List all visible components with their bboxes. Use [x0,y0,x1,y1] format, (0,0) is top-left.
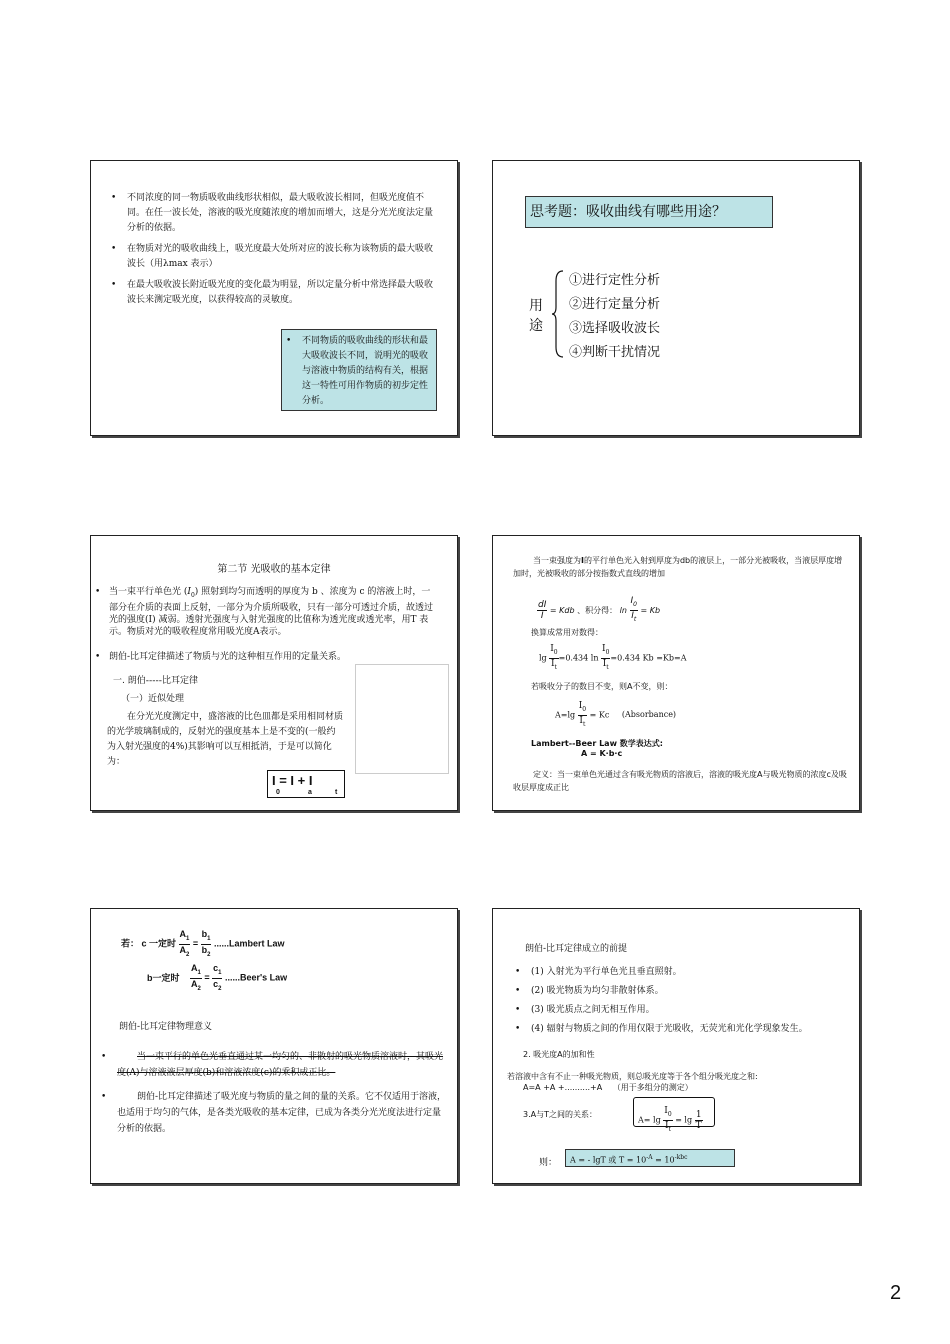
slide4-eq3: A=lg $\frac{I_0}{I_t}$ = Kc (Absorbance) [555,701,677,728]
slide4-law-label: Lambert--Beer Law 数学表达式: [531,739,663,748]
slide6-relation-box: A= lg $\frac{I_0}{I_t}$ = lg $\frac{1}{T}$ [633,1097,715,1127]
slide6-sum-formula: A=A +A +..........+A （用于多组分的测定） [523,1083,693,1092]
slide6-relation-title: 3.A与T之间的关系： [523,1110,597,1119]
use-item: ④判断干扰情况 [569,345,661,360]
slide6-premises [513,965,853,1041]
slide1-bullets [109,191,439,314]
use-item: ③选择吸收波长 [569,321,661,336]
slide3-bullet-2: • 朗伯-比耳定律描述了物质与光的这种相互作用的定量关系。 [95,652,347,662]
slide-6 [492,908,860,1184]
slide5-row-2: b一定时 $\frac{A_1}{A_2}$ = $\frac{c_1}{c_2}$ ......Beer's Law [147,963,288,992]
slide6-premise-title: 朗伯-比耳定律成立的前提 [525,944,628,954]
slide2-side-label: 用 途 [529,298,543,334]
slide6-additivity-title: 2. 吸光度A的加和性 [523,1050,595,1059]
slide1-callout-box [281,329,437,411]
slide6-then-box: A = - lgT 或 $T = 10^{-A} = 10^{-kbc}$ [565,1149,735,1167]
slide4-convert-label: 换算成常用对数得： [531,628,603,637]
slide3-paragraph: 在分光光度测定中，盛溶液的比色皿都是采用相同材质的光学玻璃制成的，反射光的强度基本上是不变的(一般约为入射光强度的4%)其影响可以互相抵消，于是可以简化为： [107,712,344,767]
brace-icon [551,269,565,359]
slide4-eq2: lg $\frac{I_0}{I_t}$ =0.434 ln $\frac{I_0}{I_t}$ =0.434 Kb =Kb=A [539,644,687,671]
slide3-subhead: 一. 朗伯-----比耳定律 [113,676,198,686]
slide5-row-1: 若： c 一定时 $\frac{A_1}{A_2}$ = $\frac{b_1}{b_2}$ ......Lambert Law [121,929,285,958]
slide1-bullet: • 在最大吸收波长附近吸光度的变化最为明显，所以定量分析中常选择最大吸收波长来测定吸光度，以获得较高的灵敏度。 [109,278,439,308]
slide-5 [90,908,458,1184]
slide5-meaning-title: 朗伯-比耳定律物理意义 [119,1022,213,1032]
slide3-formula-box: I = I + I 0 a t [267,770,345,798]
slide4-definition: 定义：当一束单色光通过含有吸光物质的溶液后，溶液的吸光度A与吸光物质的浓度c及吸收层厚度成正比 [513,770,847,792]
slide1-bullet: • 在物质对光的吸收曲线上，吸光度最大处所对应的波长称为该物质的最大吸收波长（用λmax 表示） [109,242,439,272]
slide1-bullet: • 不同浓度的同一物质吸收曲线形状相似，最大吸收波长相同，但吸光度值不同。在任一波长处，溶液的吸光度随浓度的增加而增大，这是分光光度法定量分析的依据。 [109,191,439,236]
slide4-condition: 若吸收分子的数目不变，则A不变，则： [531,682,673,691]
slide5-bullet-1: • 当一束平行的单色光垂直通过某一均匀的、非散射的吸光物质溶液时，其吸光度(A)与溶液液层厚度(b)和溶液浓度(c)的乘积成正比。 [101,1052,444,1078]
slide3-heading: 第二节 光吸收的基本定律 [217,564,331,575]
slide2-title: 思考题：吸收曲线有哪些用途？ [530,204,726,220]
slide4-law-formula: A = K·b·c [581,749,623,758]
use-item: ①进行定性分析 [569,273,661,288]
premise-item: • (3) 吸光质点之间无相互作用。 [513,1003,853,1018]
slide2-uses-list [569,269,660,365]
slide3-subsub: （一）近似处理 [121,694,185,704]
slide-1 [90,160,458,436]
slide4-eq1: $\frac{dI}{I}$ = Kdb 、积分得： ln $\frac{I_0}{I_t}$ = Kb [538,596,661,623]
slide4-intro: 当一束强度为I的平行单色光入射到厚度为db的液层上，一部分光被吸收，当液层厚度增加时，光被吸收的部分按指数式直线的增加 [513,556,843,578]
slide1-callout-text: • 不同物质的吸收曲线的形状和最大吸收波长不同，说明光的吸收与溶液中物质的结构有关，根据这一特性可用作物质的初步定性分析。 [284,334,432,409]
slide-4 [492,535,860,811]
slide2-title-box [525,196,773,228]
premise-item: • (4) 辐射与物质之间的作用仅限于光吸收，无荧光和光化学现象发生。 [513,1022,853,1037]
premise-item: • (1) 入射光为平行单色光且垂直照射。 [513,965,853,980]
slide3-bullet-1: • 当一束平行单色光 $(I_0)$ 照射到均匀而透明的厚度为 b 、浓度为 c 的溶液上时，一部分在介质的表面上反射，一部分为介质所吸收，只有一部分可透过介质，故透过光的强度(I) 减弱。透射光强度与入射光强度的比值称为透光度或透光率，用T 表示。物质对光的吸收程度常用吸光度A表示。 [95,587,434,637]
premise-item: • (2) 吸光物质为均匀非散射体系。 [513,984,853,999]
slide-3 [90,535,458,811]
slide6-then-label: 则： [539,1158,558,1168]
page-number: 2 [890,1282,902,1304]
slide5-bullet-2: • 朗伯-比耳定律描述了吸光度与物质的量之间的量的关系。它不仅适用于溶液，也适用于均匀的气体，是各类光吸收的基本定律，已成为各类分光光度法进行定量分析的依据。 [101,1092,447,1134]
use-item: ②进行定量分析 [569,297,661,312]
slide-2 [492,160,860,436]
slide6-additivity-text: 若溶液中含有不止一种吸光物质，则总吸光度等于各个组分吸光度之和: [507,1072,758,1081]
slide3-image-placeholder [355,664,449,774]
